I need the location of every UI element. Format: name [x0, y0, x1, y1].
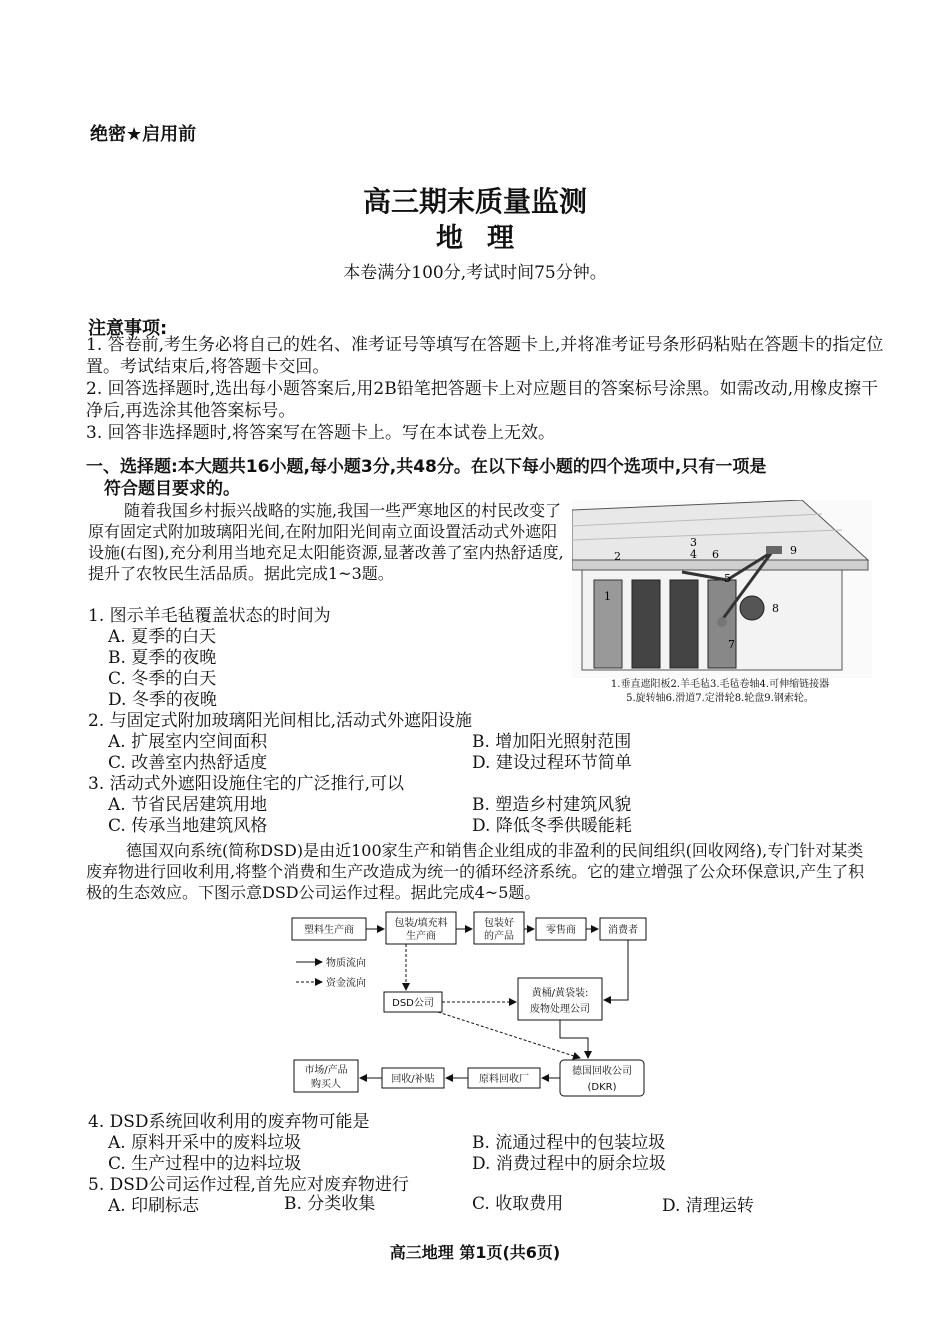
question-4-option-b: B. 流通过程中的包装垃圾 — [472, 1133, 666, 1153]
subject-title: 地理 — [436, 223, 538, 254]
question-1-option-d: D. 冬季的夜晚 — [108, 690, 217, 710]
question-4-option-d: D. 消费过程中的厨余垃圾 — [472, 1154, 666, 1174]
flow-recycle-subsidy: 回收/补贴 — [391, 1074, 435, 1085]
flow-plastic-producer: 塑料生产商 — [304, 925, 354, 936]
exam-info: 本卷满分100分,考试时间75分钟。 — [343, 263, 607, 283]
flow-consumer: 消费者 — [608, 925, 638, 936]
question-5-option-a: A. 印刷标志 — [108, 1196, 200, 1216]
figure-label-6: 6 — [712, 548, 719, 561]
notice-title: 注意事项: — [88, 318, 168, 339]
question-1-option-c: C. 冬季的白天 — [108, 669, 217, 689]
figure-label-9: 9 — [790, 544, 797, 557]
flow-recycling-factory: 原料回收厂 — [479, 1074, 529, 1085]
notice-item-2: 2. 回答选择题时,选出每小题答案后,用2B铅笔把答题卡上对应题目的答案标号涂黑。如需改动,用橡皮擦干净后,再选涂其他答案标号。 — [86, 379, 879, 421]
figure-caption-line2: 5.旋转轴6.滑道7.定滑轮8.轮盘9.钢索轮。 — [626, 693, 814, 704]
question-2-option-d: D. 建设过程环节简单 — [472, 753, 632, 773]
sunroom-figure — [572, 500, 872, 678]
notice-item-1: 1. 答卷前,考生务必将自己的姓名、准考证号等填写在答题卡上,并将准考证号条形码粘贴在答题卡的指定位置。考试结束后,将答题卡交回。 — [86, 335, 884, 377]
question-1-option-b: B. 夏季的夜晚 — [108, 648, 217, 668]
figure-label-3: 3 — [690, 536, 697, 549]
question-3-option-a: A. 节省民居建筑用地 — [108, 795, 268, 815]
question-3-stem: 3. 活动式外遮阳设施住宅的广泛推行,可以 — [88, 774, 405, 794]
figure-label-4: 4 — [690, 548, 697, 561]
figure-label-5: 5 — [724, 572, 731, 585]
figure-caption — [570, 678, 870, 706]
figure-caption-line1: 1.垂直遮阳板2.羊毛毡3.毛毡卷轴4.可伸缩链接器 — [610, 679, 830, 690]
section-heading — [86, 456, 886, 500]
question-5-option-c: C. 收取费用 — [472, 1194, 564, 1214]
section-heading-line1: 一、选择题:本大题共16小题,每小题3分,共48分。在以下每小题的四个选项中,只有一项是 — [86, 457, 767, 477]
question-1-option-a: A. 夏季的白天 — [108, 627, 217, 647]
question-5-option-d: D. 清理运转 — [662, 1196, 754, 1216]
flow-product-line1: 包装好 — [484, 918, 514, 929]
passage-2: 德国双向系统(简称DSD)是由近100家生产和销售企业组成的非盈利的民间组织(回收网络),专门针对某类废弃物进行回收利用,将整个消费和生产改造成为统一的循环经济系统。它的建立增强了公众环保意识,产生了积极的生态效应。下图示意DSD公司运作过程。据此完成4~5题。 — [86, 841, 865, 902]
figure-label-1: 1 — [604, 590, 611, 603]
question-2-stem: 2. 与固定式附加玻璃阳光间相比,活动式外遮阳设施 — [88, 711, 473, 731]
flow-retailer: 零售商 — [546, 925, 576, 936]
question-2-option-a: A. 扩展室内空间面积 — [108, 732, 268, 752]
legend-material-flow: 物质流向 — [326, 958, 366, 969]
section-heading-line2: 符合题目要求的。 — [104, 479, 240, 499]
figure-label-7: 7 — [728, 638, 735, 651]
question-3-option-d: D. 降低冬季供暖能耗 — [472, 816, 632, 836]
legend-money-flow: 资金流向 — [326, 978, 366, 989]
flow-product-line2: 的产品 — [484, 931, 514, 942]
question-2-option-c: C. 改善室内热舒适度 — [108, 753, 268, 773]
flow-dsd-company: DSD公司 — [392, 998, 434, 1009]
flow-dkr-line2: (DKR) — [587, 1082, 617, 1093]
question-5-option-b: B. 分类收集 — [284, 1194, 376, 1214]
passage-1: 随着我国乡村振兴战略的实施,我国一些严寒地区的村民改变了原有固定式附加玻璃阳光间,在附加阳光间南立面设置活动式外遮阳设施(右图),充分利用当地充足太阳能资源,显著改善了室内热舒适度,提升了农牧民生活品质。据此完成1~3题。 — [88, 501, 564, 583]
figure-label-8: 8 — [772, 602, 779, 615]
dsd-flow-diagram — [288, 908, 678, 1104]
exam-title: 高三期末质量监测 — [362, 185, 587, 218]
question-3-option-c: C. 传承当地建筑风格 — [108, 816, 268, 836]
notice-item-3: 3. 回答非选择题时,将答案写在答题卡上。写在本试卷上无效。 — [86, 423, 556, 443]
flow-waste-line1: 黄桶/黄袋装: — [531, 988, 589, 999]
confidential-label: 绝密★启用前 — [90, 124, 197, 145]
page-footer: 高三地理 第1页(共6页) — [389, 1243, 561, 1262]
figure-label-2: 2 — [614, 550, 621, 563]
flow-packaging-line1: 包装/填充料 — [394, 918, 448, 929]
question-3-option-b: B. 塑造乡村建筑风貌 — [472, 795, 632, 815]
question-4-option-a: A. 原料开采中的废料垃圾 — [108, 1133, 302, 1153]
flow-market-line2: 购买人 — [311, 1079, 341, 1090]
question-1-stem: 1. 图示羊毛毡覆盖状态的时间为 — [88, 606, 331, 626]
flow-packaging-line2: 生产商 — [406, 931, 436, 942]
flow-market-line1: 市场/产品 — [304, 1065, 348, 1076]
flow-waste-line2: 废物处理公司 — [530, 1004, 590, 1015]
question-4-option-c: C. 生产过程中的边料垃圾 — [108, 1154, 302, 1174]
question-2-option-b: B. 增加阳光照射范围 — [472, 732, 632, 752]
question-5-stem: 5. DSD公司运作过程,首先应对废弃物进行 — [88, 1175, 409, 1195]
flow-dkr-line1: 德国回收公司 — [572, 1066, 632, 1077]
question-4-stem: 4. DSD系统回收利用的废弃物可能是 — [88, 1112, 370, 1132]
